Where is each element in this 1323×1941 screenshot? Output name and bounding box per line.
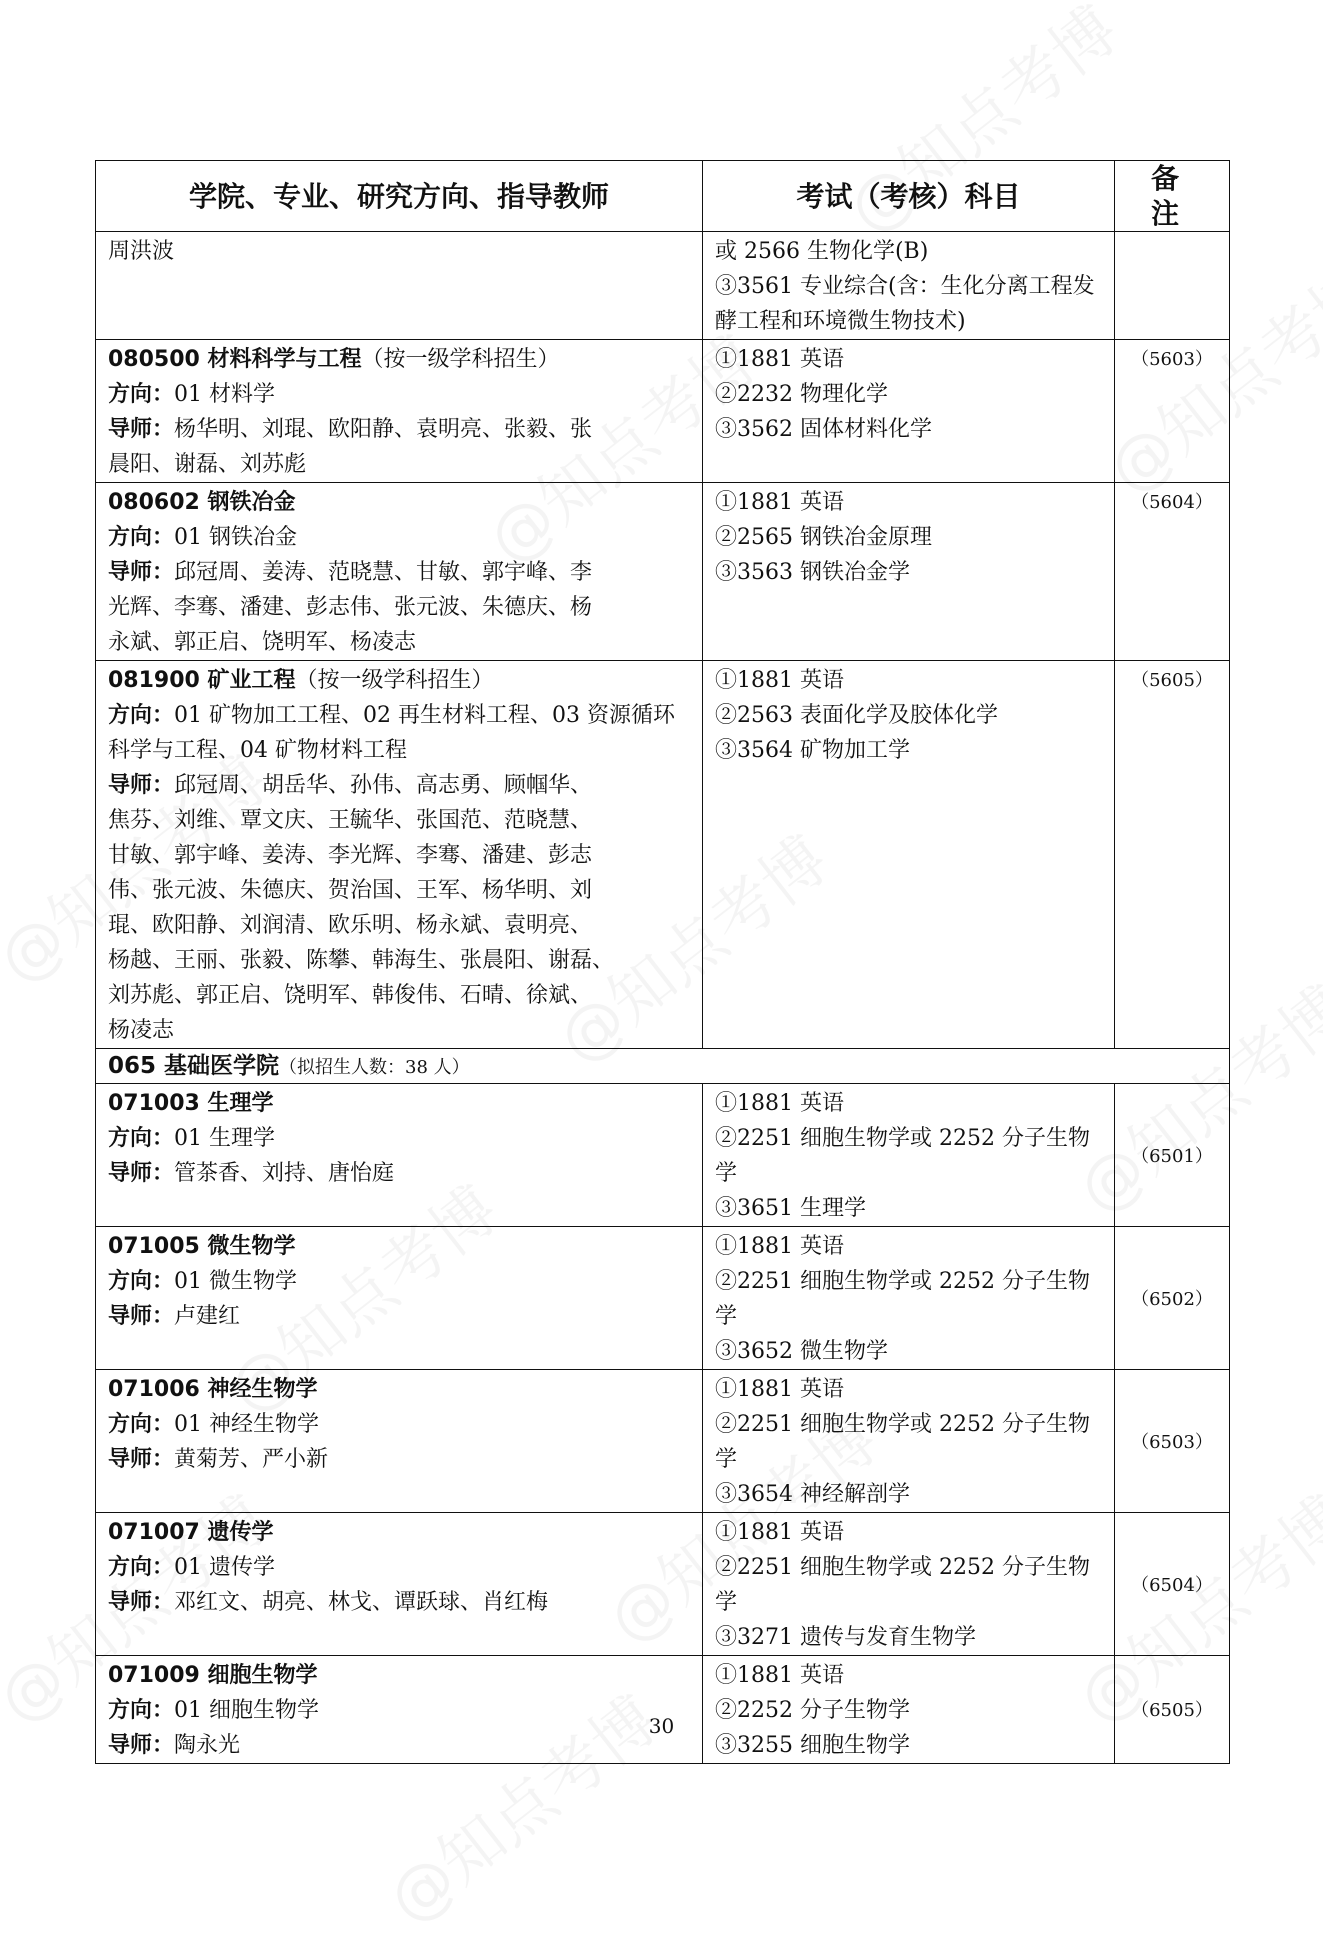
major-title-line [108,342,690,377]
advisor-line [108,803,690,838]
advisor-text: 焦芬、刘维、覃文庆、王毓华、张国范、范晓慧、 [108,808,593,833]
advisor-label: 导师： [108,1447,175,1472]
remarks-cell: （6502） [1115,1227,1230,1370]
exam-subject: ①1881 英语 [715,347,844,372]
exam-subject: ③3562 固体材料化学 [715,417,932,442]
major-code-name: 081900 矿业工程 [108,668,296,693]
major-title-line [108,1229,690,1264]
exam-subject: ①1881 英语 [715,668,844,693]
remarks-cell: （6501） [1115,1084,1230,1227]
table-row-major [96,1370,1230,1513]
major-info-cell [96,1513,703,1656]
advisor-line [108,838,690,873]
exam-subject: ③3271 遗传与发育生物学 [715,1625,976,1650]
advisor-text: 永斌、郭正启、饶明军、杨凌志 [108,630,417,655]
advisor-text: 琨、欧阳静、刘润清、欧乐明、杨永斌、袁明亮、 [108,913,593,938]
advisor-text: 伟、张元波、朱德庆、贺治国、王军、杨华明、刘 [108,878,593,903]
direction-label: 方向： [108,382,175,407]
major-code-name: 080602 钢铁冶金 [108,490,296,515]
advisor-line [108,1156,690,1191]
major-code-name: 071007 遗传学 [108,1520,274,1545]
exam-subjects-cell [703,340,1115,483]
direction-line [108,1121,690,1156]
table-row-college [96,1049,1230,1084]
remarks-cell: （6505） [1115,1656,1230,1764]
table-row-major [96,1227,1230,1370]
advisor-text: 陶永光 [174,1733,241,1758]
direction-text: 01 材料学 [174,382,276,407]
table-row-major [96,661,1230,1049]
header-exam-subjects: 考试（考核）科目 [703,161,1115,232]
continuation-subjects: 或 2566 生物化学(B) ③3561 专业综合(含：生化分离工程发 酵工程和环境微生物技术) [703,232,1115,340]
direction-text: 01 微生物学 [174,1269,298,1294]
college-cell [96,1049,1230,1084]
table-header-row [96,161,1230,232]
exam-subject: ②2252 分子生物学 [715,1698,910,1723]
advisor-label: 导师： [108,417,175,442]
advisor-text: 杨华明、刘琨、欧阳静、袁明亮、张毅、张 [174,417,593,442]
direction-label: 方向： [108,525,175,550]
advisor-line [108,1299,690,1334]
header-college-major: 学院、专业、研究方向、指导教师 [96,161,703,232]
exam-subjects-cell [703,1513,1115,1656]
exam-subjects-cell [703,1370,1115,1513]
exam-subject: ①1881 英语 [715,1663,844,1688]
direction-label: 方向： [108,1698,175,1723]
direction-text: 01 神经生物学 [174,1412,320,1437]
advisor-line [108,625,690,660]
table-row-continuation [96,232,1230,340]
major-info-cell [96,1370,703,1513]
table-row-major [96,483,1230,661]
major-title-line [108,1086,690,1121]
advisor-label: 导师： [108,560,175,585]
advisor-line [108,590,690,625]
direction-line [108,698,690,733]
advisor-label: 导师： [108,1304,175,1329]
advisor-text: 杨凌志 [108,1018,175,1043]
exam-subject: ②2251 细胞生物学或 2252 分子生物学 [715,1126,1090,1186]
advisor-label: 导师： [108,773,175,798]
major-info-cell [96,661,703,1049]
advisor-text: 管茶香、刘持、唐怡庭 [174,1161,395,1186]
table-row-major [96,1513,1230,1656]
advisor-line [108,1442,690,1477]
major-code-name: 071006 神经生物学 [108,1377,318,1402]
major-title-line [108,663,690,698]
exam-subject: ①1881 英语 [715,1234,844,1259]
table-row-major [96,1656,1230,1764]
direction-line [108,1264,690,1299]
major-code-name: 071009 细胞生物学 [108,1663,318,1688]
exam-subjects-cell [703,661,1115,1049]
major-title-line [108,1515,690,1550]
major-info-cell [96,1084,703,1227]
direction-line [108,377,690,412]
major-title-line [108,1372,690,1407]
continuation-remarks [1115,232,1230,340]
exam-subject: ①1881 英语 [715,490,844,515]
exam-subject: ①1881 英语 [715,1091,844,1116]
direction-text: 科学与工程、04 矿物材料工程 [108,738,407,763]
table-row-major [96,1084,1230,1227]
major-suffix: （按一级学科招生） [361,347,560,372]
admission-table [95,160,1230,1764]
major-title-line [108,1658,690,1693]
major-code-name: 071003 生理学 [108,1091,274,1116]
advisor-line [108,412,690,447]
major-code-name: 080500 材料科学与工程 [108,347,362,372]
exam-subject: ③3651 生理学 [715,1196,866,1221]
direction-line [108,520,690,555]
advisor-line [108,447,690,482]
direction-line [108,733,690,768]
advisor-line [108,978,690,1013]
direction-text: 01 遗传学 [174,1555,276,1580]
remarks-cell: （5603） [1115,340,1230,483]
remarks-cell: （5604） [1115,483,1230,661]
advisor-label: 导师： [108,1733,175,1758]
advisor-line [108,943,690,978]
direction-label: 方向： [108,1412,175,1437]
advisor-line [108,873,690,908]
advisor-text: 卢建红 [174,1304,241,1329]
advisor-text: 光辉、李骞、潘建、彭志伟、张元波、朱德庆、杨 [108,595,593,620]
major-code-name: 071005 微生物学 [108,1234,296,1259]
remarks-cell: （5605） [1115,661,1230,1049]
exam-subject: ②2251 细胞生物学或 2252 分子生物学 [715,1412,1090,1472]
remarks-cell: （6504） [1115,1513,1230,1656]
advisor-line [108,908,690,943]
exam-subjects-cell [703,1227,1115,1370]
advisor-text: 刘苏彪、郭正启、饶明军、韩俊伟、石晴、徐斌、 [108,983,593,1008]
continuation-advisors: 周洪波 [96,232,703,340]
college-name: 065 基础医学院 [108,1053,280,1079]
exam-subject: ③3652 微生物学 [715,1339,888,1364]
exam-subject: ②2251 细胞生物学或 2252 分子生物学 [715,1269,1090,1329]
advisor-text: 邱冠周、姜涛、范晓慧、甘敏、郭宇峰、李 [174,560,593,585]
direction-line [108,1407,690,1442]
direction-label: 方向： [108,1555,175,1580]
advisor-text: 邱冠周、胡岳华、孙伟、高志勇、顾帼华、 [174,773,593,798]
exam-subject: ②2232 物理化学 [715,382,888,407]
direction-text: 01 钢铁冶金 [174,525,298,550]
major-suffix: （按一级学科招生） [295,668,494,693]
advisor-line [108,768,690,803]
advisor-text: 甘敏、郭宇峰、姜涛、李光辉、李骞、潘建、彭志 [108,843,593,868]
direction-text: 01 矿物加工工程、02 再生材料工程、03 资源循环 [174,703,675,728]
remarks-cell: （6503） [1115,1370,1230,1513]
direction-line [108,1550,690,1585]
exam-subject: ③3255 细胞生物学 [715,1733,910,1758]
exam-subject: ②2563 表面化学及胶体化学 [715,703,998,728]
advisor-label: 导师： [108,1161,175,1186]
major-title-line [108,485,690,520]
exam-subject: ③3564 矿物加工学 [715,738,910,763]
exam-subject: ②2565 钢铁冶金原理 [715,525,932,550]
major-info-cell [96,340,703,483]
advisor-text: 邓红文、胡亮、林戈、谭跃球、肖红梅 [174,1590,549,1615]
major-info-cell [96,1656,703,1764]
advisor-line [108,1585,690,1620]
advisor-line [108,555,690,590]
exam-subjects-cell [703,1084,1115,1227]
college-quota: （拟招生人数：38 人） [279,1057,470,1078]
exam-subject: ③3563 钢铁冶金学 [715,560,910,585]
page-number: 30 [648,1714,675,1738]
exam-subjects-cell [703,483,1115,661]
advisor-label: 导师： [108,1590,175,1615]
major-info-cell [96,483,703,661]
table-row-major [96,340,1230,483]
major-info-cell [96,1227,703,1370]
exam-subject: ③3654 神经解剖学 [715,1482,910,1507]
advisor-text: 黄菊芳、严小新 [174,1447,329,1472]
header-remarks: 备 注 [1115,161,1230,232]
direction-label: 方向： [108,1126,175,1151]
direction-text: 01 细胞生物学 [174,1698,320,1723]
exam-subject: ②2251 细胞生物学或 2252 分子生物学 [715,1555,1090,1615]
advisor-text: 杨越、王丽、张毅、陈攀、韩海生、张晨阳、谢磊、 [108,948,615,973]
exam-subject: ①1881 英语 [715,1377,844,1402]
exam-subject: ①1881 英语 [715,1520,844,1545]
direction-text: 01 生理学 [174,1126,276,1151]
advisor-line [108,1013,690,1048]
advisor-text: 晨阳、谢磊、刘苏彪 [108,452,307,477]
direction-label: 方向： [108,703,175,728]
exam-subjects-cell [703,1656,1115,1764]
direction-label: 方向： [108,1269,175,1294]
